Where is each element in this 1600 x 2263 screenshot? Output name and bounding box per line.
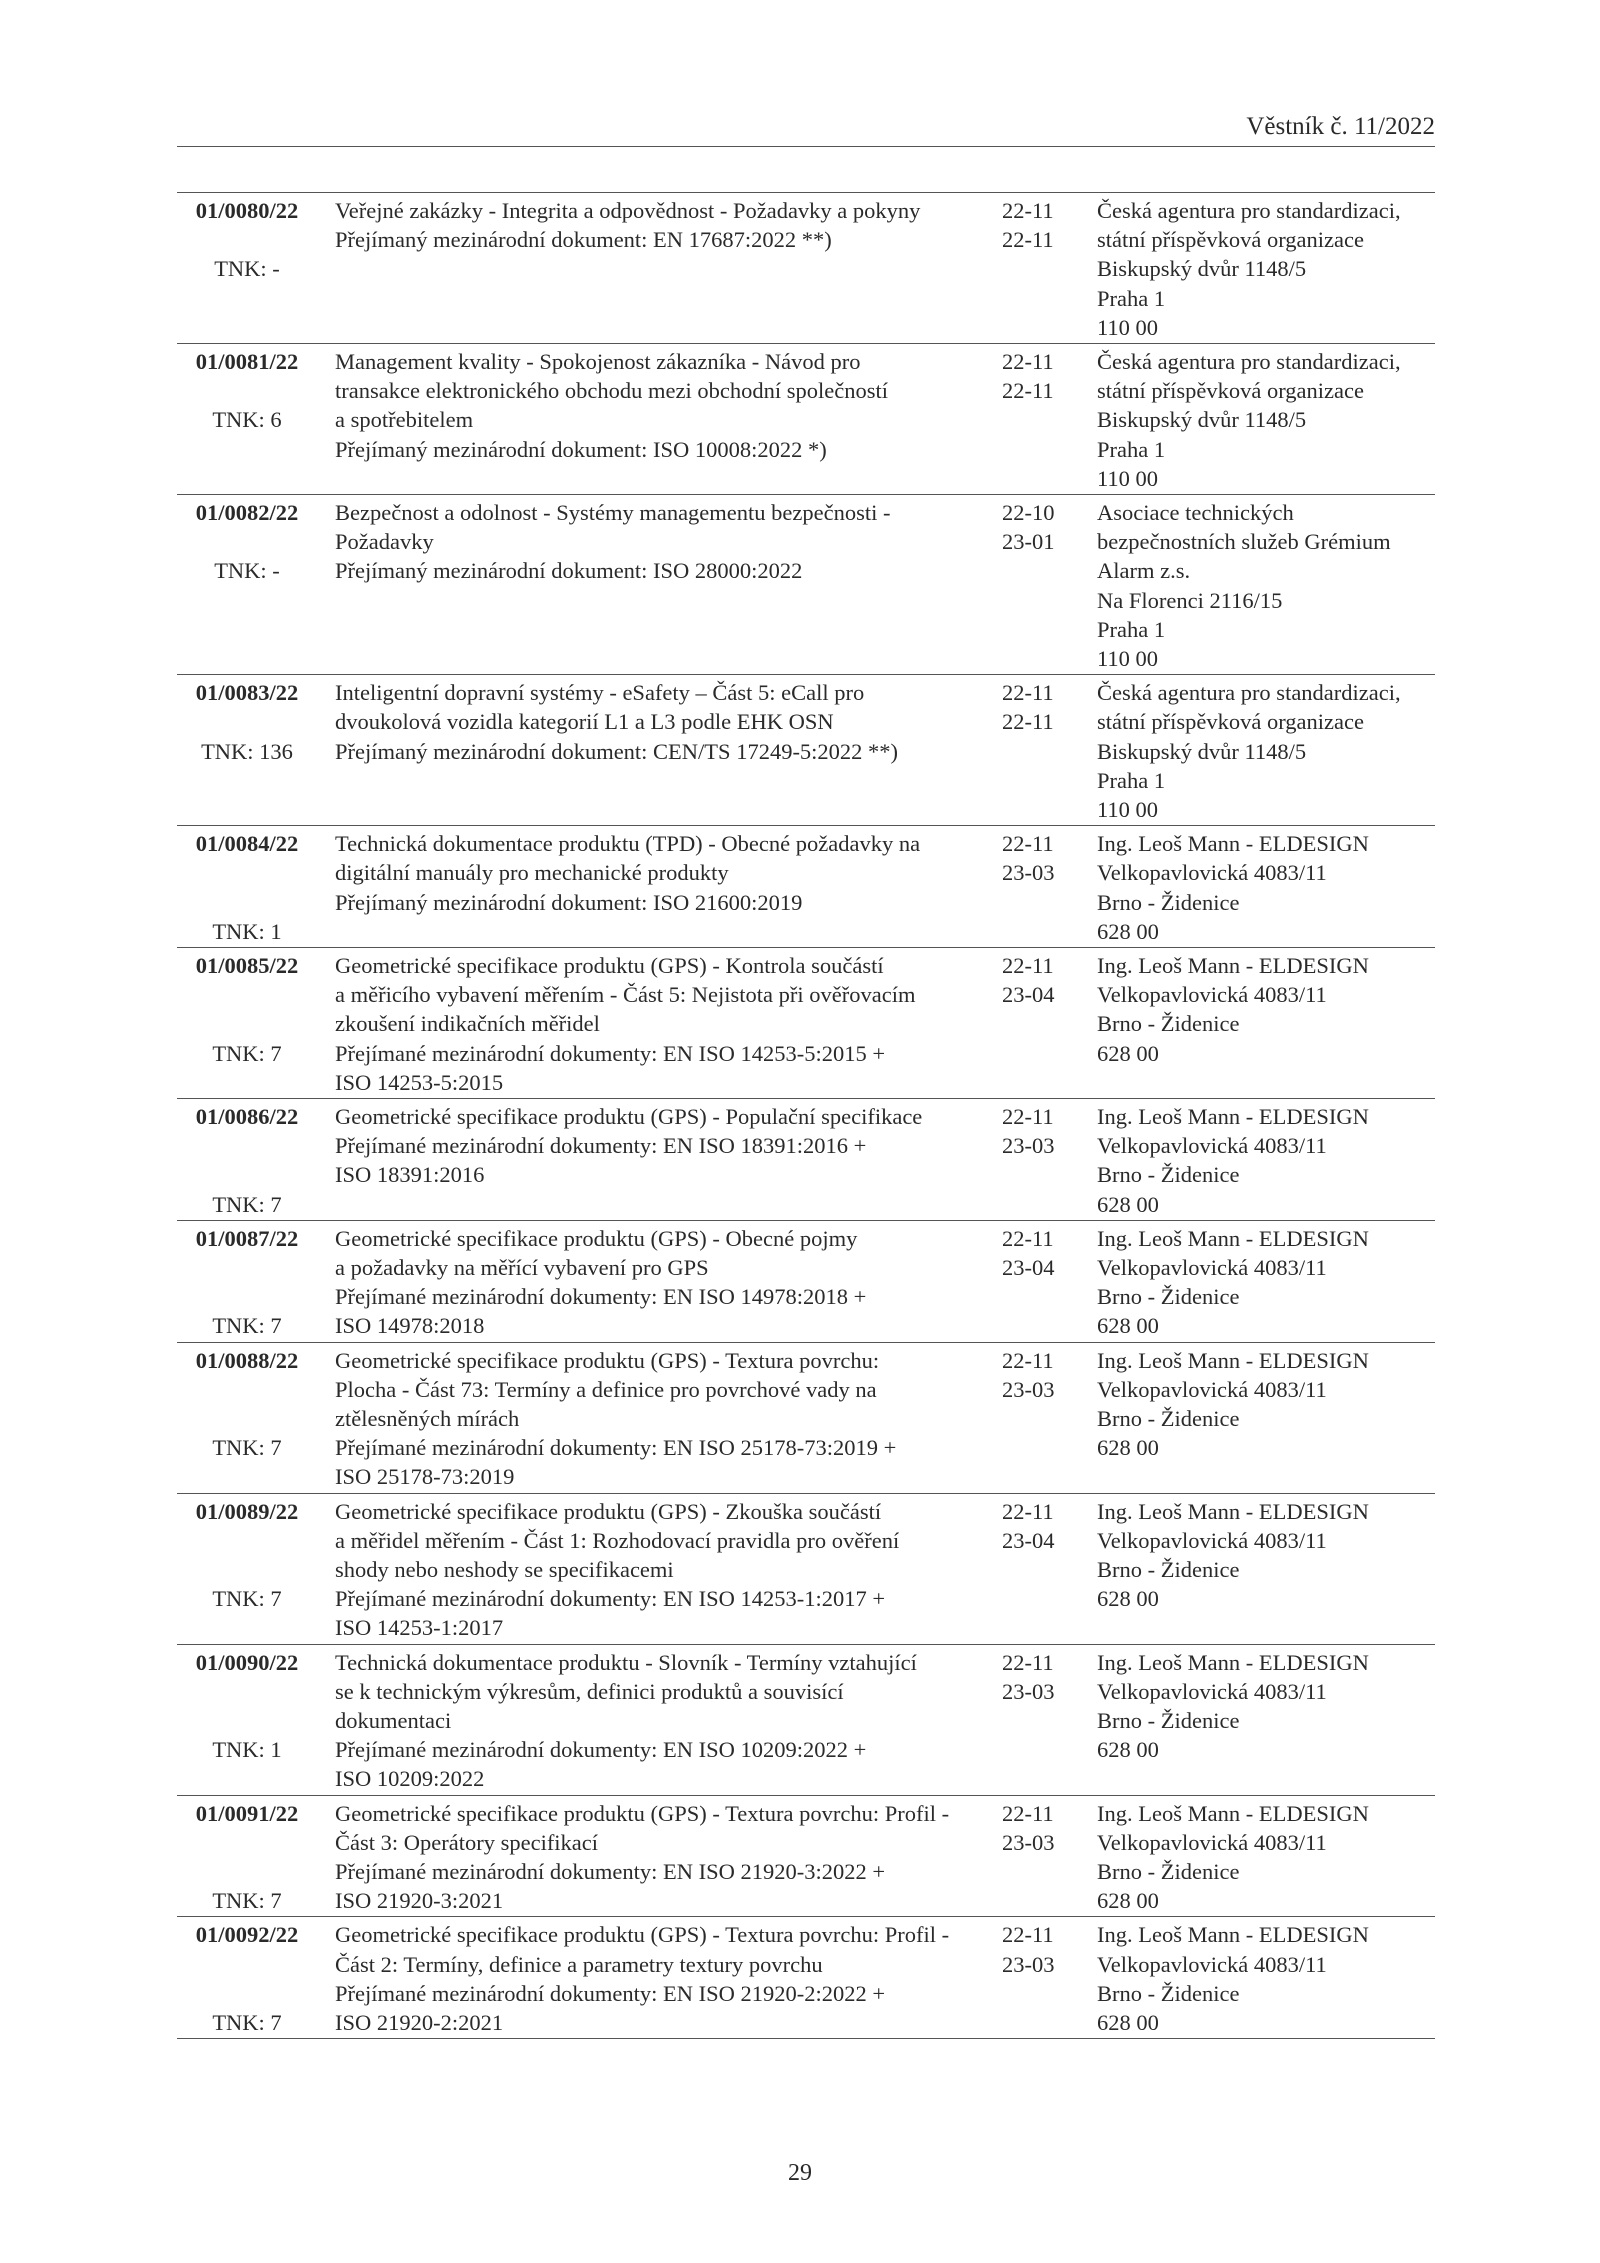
page-header <box>177 108 1435 147</box>
address-line: Ing. Leoš Mann - ELDESIGN <box>1097 1800 1369 1826</box>
record-id-cell <box>177 1224 317 1341</box>
processor-address <box>1097 1346 1435 1463</box>
title-line: Geometrické specifikace produktu (GPS) - Textura povrchu: Profil - <box>335 1800 950 1826</box>
address-line: 628 00 <box>1097 1888 1159 1914</box>
title-line: Část 2: Termíny, definice a parametry textury povrchu <box>335 1951 823 1977</box>
record-id-cell <box>177 1102 317 1219</box>
title-line: Geometrické specifikace produktu (GPS) - Obecné pojmy <box>335 1225 858 1251</box>
address-line: Velkopavlovická 4083/11 <box>1097 1527 1327 1553</box>
address-line: Velkopavlovická 4083/11 <box>1097 1829 1327 1855</box>
processor-address <box>1097 678 1435 824</box>
date-value: 23-03 <box>1002 1133 1055 1159</box>
table-row <box>177 1796 1435 1918</box>
title-line: Přejímaný mezinárodní dokument: EN 17687:2022 **) <box>335 227 832 253</box>
processor-address <box>1097 1799 1435 1916</box>
standard-number: 01/0087/22 <box>195 1225 299 1251</box>
title-line: Přejímaný mezinárodní dokument: ISO 10008:2022 *) <box>335 436 827 462</box>
address-line: 628 00 <box>1097 1191 1159 1217</box>
address-line: 110 00 <box>1097 465 1159 491</box>
address-line: Praha 1 <box>1097 285 1166 311</box>
address-line: Brno - Židenice <box>1097 889 1240 915</box>
address-line: Velkopavlovická 4083/11 <box>1097 1255 1327 1280</box>
title-line: Geometrické specifikace produktu (GPS) - Textura povrchu: <box>335 1347 880 1373</box>
title-line: Přejímané mezinárodní dokumenty: EN ISO 21920-2:2022 + <box>335 1980 886 2006</box>
date-value: 23-03 <box>1002 1829 1055 1855</box>
table-row <box>177 1917 1435 2039</box>
title-line: a měřicího vybavení měřením - Část 5: Nejistota při ověřovacím <box>335 982 916 1008</box>
record-id-cell <box>177 678 317 824</box>
date-value: 22-11 <box>1002 1225 1054 1251</box>
title-line: dokumentaci <box>335 1708 452 1734</box>
table-row <box>177 675 1435 826</box>
record-id-cell <box>177 347 317 493</box>
title-line: Přejímané mezinárodní dokumenty: EN ISO 21920-3:2022 + <box>335 1859 886 1885</box>
standard-number: 01/0082/22 <box>195 500 299 525</box>
title-line: Přejímané mezinárodní dokumenty: EN ISO 10209:2022 + <box>335 1737 867 1763</box>
tnk-label: TNK: 1 <box>212 918 282 944</box>
date-value: 23-01 <box>1002 529 1055 555</box>
address-line: Praha 1 <box>1097 767 1166 793</box>
tnk-label: TNK: 136 <box>201 738 293 764</box>
processor-address <box>1097 1102 1435 1219</box>
dates-cell <box>1002 347 1077 405</box>
tnk-label: TNK: 6 <box>212 407 282 433</box>
title-line: Požadavky <box>335 529 434 555</box>
address-line: státní příspěvková organizace <box>1097 378 1364 404</box>
address-line: bezpečnostních služeb Grémium <box>1097 529 1391 555</box>
processor-address <box>1097 1920 1435 2037</box>
record-id-cell <box>177 498 317 673</box>
title-line: Technická dokumentace produktu - Slovník - Termíny vztahující <box>335 1649 917 1675</box>
table-row <box>177 1343 1435 1494</box>
processor-address <box>1097 347 1435 493</box>
date-value: 22-11 <box>1002 1347 1054 1373</box>
record-id-cell <box>177 1648 317 1794</box>
date-value: 23-03 <box>1002 1376 1055 1402</box>
standard-number: 01/0080/22 <box>195 198 299 223</box>
tnk-label: TNK: 7 <box>212 1888 282 1914</box>
standard-number: 01/0084/22 <box>195 831 299 857</box>
title-line: Část 3: Operátory specifikací <box>335 1829 599 1855</box>
address-line: 628 00 <box>1097 918 1159 944</box>
address-line: státní příspěvková organizace <box>1097 227 1364 253</box>
dates-cell <box>1002 498 1077 556</box>
date-value: 23-03 <box>1002 860 1055 886</box>
processor-address <box>1097 951 1435 1068</box>
title-line: a požadavky na měřící vybavení pro GPS <box>335 1255 709 1280</box>
title-line: zkoušení indikačních měřidel <box>335 1011 600 1037</box>
date-value: 22-11 <box>1002 227 1054 253</box>
date-value: 23-04 <box>1002 1527 1055 1553</box>
date-value: 22-11 <box>1002 831 1054 857</box>
address-line: Velkopavlovická 4083/11 <box>1097 1678 1327 1704</box>
title-line: Přejímané mezinárodní dokumenty: EN ISO 25178-73:2019 + <box>335 1435 897 1461</box>
record-id-cell <box>177 1346 317 1492</box>
tnk-label: TNK: 7 <box>212 1435 282 1461</box>
standard-number: 01/0091/22 <box>195 1800 299 1826</box>
address-line: Ing. Leoš Mann - ELDESIGN <box>1097 952 1369 978</box>
standard-number: 01/0081/22 <box>195 349 299 374</box>
title-line: ztělesněných mírách <box>335 1406 520 1432</box>
table-row <box>177 344 1435 495</box>
table-row <box>177 495 1435 675</box>
table-row <box>177 1099 1435 1221</box>
address-line: Velkopavlovická 4083/11 <box>1097 1951 1327 1977</box>
title-line: ISO 21920-2:2021 <box>335 2010 504 2036</box>
date-value: 22-10 <box>1002 500 1055 525</box>
title-line: ISO 25178-73:2019 <box>335 1464 515 1490</box>
address-line: Ing. Leoš Mann - ELDESIGN <box>1097 1649 1369 1675</box>
address-line: Brno - Židenice <box>1097 1406 1240 1432</box>
title-line: digitální manuály pro mechanické produkty <box>335 860 729 886</box>
tnk-label: TNK: 7 <box>212 1313 282 1339</box>
title-line: ISO 14253-5:2015 <box>335 1069 504 1095</box>
address-line: 110 00 <box>1097 646 1159 672</box>
standard-number: 01/0089/22 <box>195 1498 299 1524</box>
address-line: Ing. Leoš Mann - ELDESIGN <box>1097 1922 1369 1948</box>
address-line: Ing. Leoš Mann - ELDESIGN <box>1097 1347 1369 1373</box>
processor-address <box>1097 196 1435 342</box>
date-value: 22-11 <box>1002 378 1054 404</box>
title-line: Geometrické specifikace produktu (GPS) - Kontrola součástí <box>335 952 884 978</box>
address-line: Brno - Židenice <box>1097 1980 1240 2006</box>
tnk-label: TNK: 7 <box>212 1191 282 1217</box>
title-line: Přejímaný mezinárodní dokument: ISO 21600:2019 <box>335 889 803 915</box>
address-line: 628 00 <box>1097 1586 1159 1612</box>
dates-cell <box>1002 1920 1077 1978</box>
address-line: Asociace technických <box>1097 500 1294 525</box>
table-row <box>177 193 1435 344</box>
title-line: ISO 14978:2018 <box>335 1313 485 1339</box>
title-line: Přejímané mezinárodní dokumenty: EN ISO 18391:2016 + <box>335 1133 867 1159</box>
title-line: Přejímané mezinárodní dokumenty: EN ISO 14253-1:2017 + <box>335 1586 886 1612</box>
title-line: Přejímaný mezinárodní dokument: ISO 28000:2022 <box>335 558 803 584</box>
address-line: Velkopavlovická 4083/11 <box>1097 860 1327 886</box>
table-row <box>177 1494 1435 1645</box>
standard-number: 01/0086/22 <box>195 1104 299 1129</box>
title-line: ISO 10209:2022 <box>335 1766 485 1792</box>
address-line: Praha 1 <box>1097 436 1166 462</box>
dates-cell <box>1002 829 1077 887</box>
title-line: Geometrické specifikace produktu (GPS) - Populační specifikace <box>335 1104 923 1129</box>
tnk-label: TNK: 7 <box>212 2010 282 2036</box>
address-line: Na Florenci 2116/15 <box>1097 587 1283 613</box>
title-line: transakce elektronického obchodu mezi obchodní společností <box>335 378 888 404</box>
page-number: 29 <box>788 2160 812 2186</box>
tnk-label: TNK: - <box>214 558 280 584</box>
title-line: Přejímané mezinárodní dokumenty: EN ISO 14253-5:2015 + <box>335 1040 886 1066</box>
date-value: 22-11 <box>1002 1498 1054 1524</box>
dates-cell <box>1002 678 1077 736</box>
address-line: Brno - Židenice <box>1097 1708 1240 1734</box>
tnk-label: TNK: - <box>214 256 280 282</box>
title-line: Technická dokumentace produktu (TPD) - Obecné požadavky na <box>335 831 921 857</box>
title-line: Plocha - Část 73: Termíny a definice pro povrchové vady na <box>335 1376 877 1402</box>
address-line: Brno - Židenice <box>1097 1859 1240 1885</box>
date-value: 22-11 <box>1002 1800 1054 1826</box>
date-value: 22-11 <box>1002 349 1054 374</box>
title-line: shody nebo neshody se specifikacemi <box>335 1557 674 1583</box>
title-line: Inteligentní dopravní systémy - eSafety – Část 5: eCall pro <box>335 680 865 706</box>
date-value: 22-11 <box>1002 680 1054 706</box>
date-value: 22-11 <box>1002 1104 1054 1129</box>
title-line: Přejímané mezinárodní dokumenty: EN ISO 14978:2018 + <box>335 1284 867 1310</box>
address-line: Česká agentura pro standardizaci, <box>1097 680 1401 706</box>
bulletin-title: Věstník č. 11/2022 <box>1246 113 1435 140</box>
date-value: 22-11 <box>1002 1922 1054 1948</box>
standard-number: 01/0085/22 <box>195 952 299 978</box>
date-value: 23-04 <box>1002 982 1055 1008</box>
address-line: Česká agentura pro standardizaci, <box>1097 198 1401 223</box>
address-line: 110 00 <box>1097 797 1159 822</box>
address-line: státní příspěvková organizace <box>1097 709 1364 735</box>
title-line: a spotřebitelem <box>335 407 474 433</box>
title-line: Přejímaný mezinárodní dokument: CEN/TS 17249-5:2022 **) <box>335 738 899 764</box>
address-line: Praha 1 <box>1097 616 1166 642</box>
address-line: 628 00 <box>1097 2010 1159 2036</box>
title-line: ISO 14253-1:2017 <box>335 1615 504 1641</box>
address-line: 628 00 <box>1097 1737 1159 1763</box>
date-value: 22-11 <box>1002 198 1054 223</box>
processor-address <box>1097 498 1435 673</box>
tnk-label: TNK: 1 <box>212 1737 282 1763</box>
address-line: Biskupský dvůr 1148/5 <box>1097 256 1307 282</box>
dates-cell <box>1002 1648 1077 1706</box>
title-line: Veřejné zakázky - Integrita a odpovědnost - Požadavky a pokyny <box>335 198 921 223</box>
address-line: Brno - Židenice <box>1097 1162 1240 1188</box>
table-row <box>177 948 1435 1099</box>
table-row <box>177 1645 1435 1796</box>
address-line: Velkopavlovická 4083/11 <box>1097 1376 1327 1402</box>
title-line: Bezpečnost a odolnost - Systémy managementu bezpečnosti - <box>335 500 891 525</box>
address-line: Ing. Leoš Mann - ELDESIGN <box>1097 831 1369 857</box>
address-line: Brno - Židenice <box>1097 1011 1240 1037</box>
title-line: Management kvality - Spokojenost zákazníka - Návod pro <box>335 349 861 374</box>
date-value: 23-04 <box>1002 1255 1055 1280</box>
standard-number: 01/0092/22 <box>195 1922 299 1948</box>
processor-address <box>1097 1224 1435 1341</box>
record-id-cell <box>177 196 317 342</box>
title-line: Geometrické specifikace produktu (GPS) - Textura povrchu: Profil - <box>335 1922 950 1948</box>
processor-address <box>1097 1648 1435 1765</box>
standard-number: 01/0083/22 <box>195 680 299 706</box>
title-line: ISO 21920-3:2021 <box>335 1888 504 1914</box>
address-line: Biskupský dvůr 1148/5 <box>1097 738 1307 764</box>
tnk-label: TNK: 7 <box>212 1586 282 1612</box>
address-line: 628 00 <box>1097 1040 1159 1066</box>
date-value: 22-11 <box>1002 952 1054 978</box>
standard-number: 01/0088/22 <box>195 1347 299 1373</box>
dates-cell <box>1002 951 1077 1009</box>
dates-cell <box>1002 1346 1077 1404</box>
address-line: 628 00 <box>1097 1435 1159 1461</box>
title-line: Geometrické specifikace produktu (GPS) - Zkouška součástí <box>335 1498 882 1524</box>
address-line: Ing. Leoš Mann - ELDESIGN <box>1097 1498 1369 1524</box>
address-line: Velkopavlovická 4083/11 <box>1097 1133 1327 1159</box>
date-value: 22-11 <box>1002 709 1054 735</box>
address-line: Alarm z.s. <box>1097 558 1191 584</box>
standards-table <box>177 192 1435 2039</box>
date-value: 23-03 <box>1002 1951 1055 1977</box>
record-id-cell <box>177 1799 317 1916</box>
address-line: 110 00 <box>1097 314 1159 340</box>
dates-cell <box>1002 1799 1077 1857</box>
dates-cell <box>1002 196 1077 254</box>
processor-address <box>1097 829 1435 946</box>
tnk-label: TNK: 7 <box>212 1040 282 1066</box>
title-line: se k technickým výkresům, definici produktů a souvisící <box>335 1678 844 1704</box>
date-value: 22-11 <box>1002 1649 1054 1675</box>
record-id-cell <box>177 829 317 946</box>
dates-cell <box>1002 1497 1077 1555</box>
address-line: Ing. Leoš Mann - ELDESIGN <box>1097 1104 1369 1129</box>
date-value: 23-03 <box>1002 1678 1055 1704</box>
title-line: a měřidel měřením - Část 1: Rozhodovací pravidla pro ověření <box>335 1527 900 1553</box>
processor-address <box>1097 1497 1435 1614</box>
address-line: Česká agentura pro standardizaci, <box>1097 349 1401 374</box>
address-line: Brno - Židenice <box>1097 1557 1240 1583</box>
title-line: ISO 18391:2016 <box>335 1162 485 1188</box>
address-line: Biskupský dvůr 1148/5 <box>1097 407 1307 433</box>
address-line: 628 00 <box>1097 1313 1159 1339</box>
standard-number: 01/0090/22 <box>195 1649 299 1675</box>
address-line: Brno - Židenice <box>1097 1284 1240 1310</box>
table-row <box>177 1221 1435 1343</box>
record-id-cell <box>177 1920 317 2037</box>
record-id-cell <box>177 1497 317 1643</box>
dates-cell <box>1002 1224 1077 1282</box>
title-line: dvoukolová vozidla kategorií L1 a L3 podle EHK OSN <box>335 709 834 735</box>
address-line: Ing. Leoš Mann - ELDESIGN <box>1097 1225 1369 1251</box>
dates-cell <box>1002 1102 1077 1160</box>
record-id-cell <box>177 951 317 1097</box>
address-line: Velkopavlovická 4083/11 <box>1097 982 1327 1008</box>
table-row <box>177 826 1435 948</box>
